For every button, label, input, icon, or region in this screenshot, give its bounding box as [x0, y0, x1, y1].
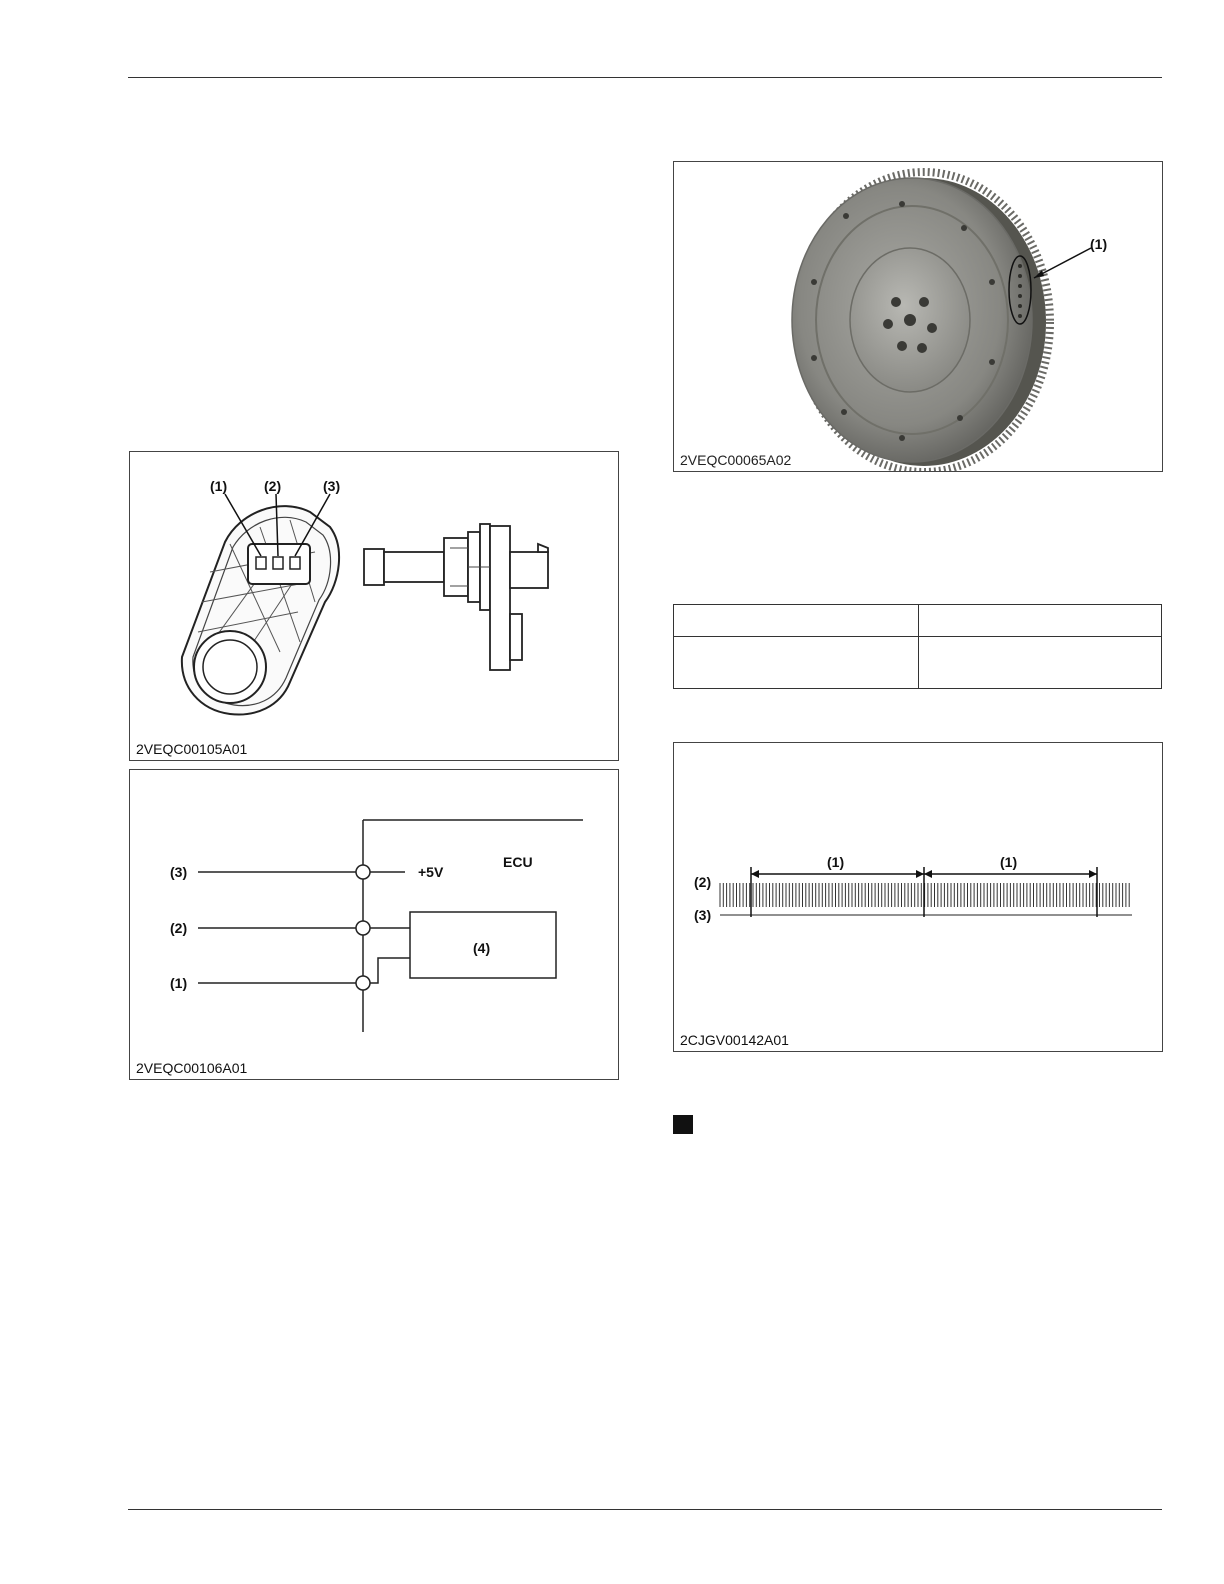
circuit-label-pin1: (1) — [170, 975, 188, 991]
sensor-callout-3: (3) — [323, 478, 341, 494]
sensor-drawing — [130, 452, 619, 761]
table-cell — [674, 605, 919, 637]
flywheel-callout: (1) — [1090, 236, 1108, 252]
circuit-label-voltage: +5V — [418, 864, 444, 880]
circuit-figure — [129, 769, 619, 1080]
signal-label-row2: (2) — [694, 874, 712, 890]
figure-code: 2VEQC00065A02 — [680, 452, 792, 468]
sensor-callout-1: (1) — [210, 478, 228, 494]
circuit-label-ecu: ECU — [503, 854, 533, 870]
spec-table — [673, 604, 1162, 689]
circuit-diagram — [130, 770, 619, 1080]
signal-label-interval-a: (1) — [827, 854, 845, 870]
figure-code: 2VEQC00106A01 — [136, 1060, 248, 1076]
circuit-label-pin2: (2) — [170, 920, 188, 936]
table-cell — [919, 605, 1162, 637]
signal-label-interval-b: (1) — [1000, 854, 1018, 870]
signal-waveform — [674, 743, 1163, 1052]
footer-rule — [128, 1509, 1162, 1510]
header-rule — [128, 77, 1162, 78]
figure-code: 2CJGV00142A01 — [680, 1032, 789, 1048]
table-row — [674, 605, 1162, 637]
circuit-label-pin3: (3) — [170, 864, 188, 880]
flywheel-figure — [673, 161, 1163, 472]
sensor-callout-2: (2) — [264, 478, 282, 494]
section-bullet — [673, 1115, 693, 1134]
signal-figure — [673, 742, 1163, 1052]
table-cell — [674, 637, 919, 689]
sensor-figure — [129, 451, 619, 761]
table-cell — [919, 637, 1162, 689]
figure-code: 2VEQC00105A01 — [136, 741, 248, 757]
circuit-label-box: (4) — [473, 940, 491, 956]
signal-label-row3: (3) — [694, 907, 712, 923]
flywheel-photo — [674, 162, 1163, 472]
table-row — [674, 637, 1162, 689]
